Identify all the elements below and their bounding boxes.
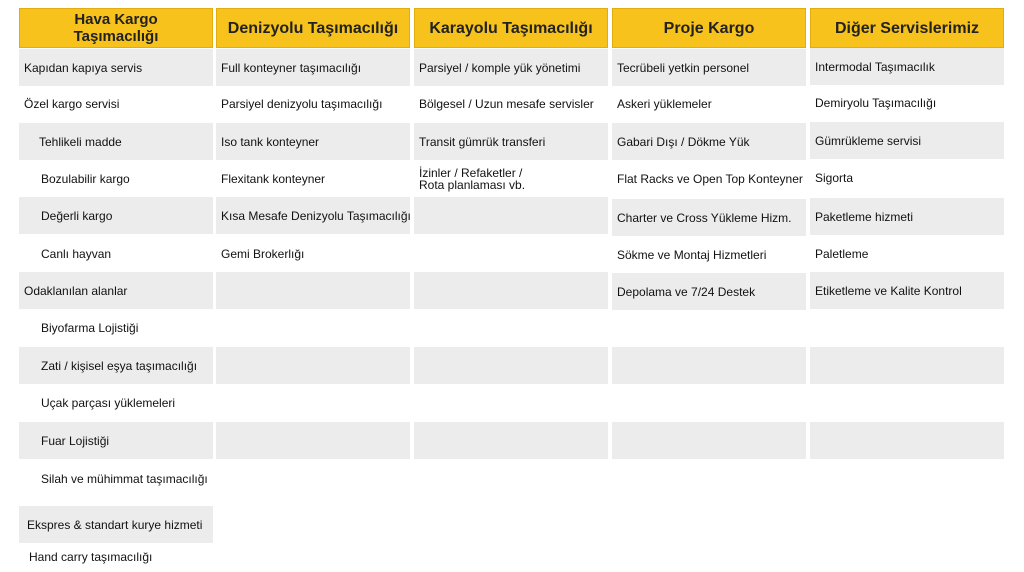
list-item: Biyofarma Lojistiği <box>41 320 139 335</box>
list-item: Parsiyel / komple yük yönetimi <box>414 49 608 86</box>
list-item: Değerli kargo <box>19 197 213 234</box>
header-road-freight: Karayolu Taşımacılığı <box>414 8 608 48</box>
list-item: Uçak parçası yüklemeleri <box>41 395 176 410</box>
list-item <box>612 460 806 497</box>
list-item <box>810 347 1004 384</box>
list-item <box>414 309 608 346</box>
list-item: Gümrükleme servisi <box>810 122 1004 159</box>
list-item: Sökme ve Montaj Hizmetleri <box>617 247 767 262</box>
list-item: Kapıdan kapıya servis <box>19 49 213 86</box>
list-item <box>612 422 806 459</box>
list-item <box>414 347 608 384</box>
list-item <box>810 460 1004 497</box>
header-other-services: Diğer Servislerimiz <box>810 8 1004 48</box>
list-item <box>612 309 806 346</box>
sea-freight-list <box>216 0 410 572</box>
list-item <box>414 272 608 309</box>
list-item: Silah ve mühimmat taşımacılığı <box>41 471 208 486</box>
list-item: Fuar Lojistiği <box>19 422 213 459</box>
list-item: Hand carry taşımacılığı <box>29 549 153 564</box>
list-item <box>414 197 608 234</box>
list-item <box>810 422 1004 459</box>
list-item: Canlı hayvan <box>41 246 112 261</box>
list-item <box>612 347 806 384</box>
list-item: Kısa Mesafe Denizyolu Taşımacılığı <box>216 197 410 234</box>
list-item: Iso tank konteyner <box>216 123 410 160</box>
header-project-cargo: Proje Kargo <box>612 8 806 48</box>
list-item: Askeri yüklemeler <box>617 96 712 111</box>
air-cargo-list <box>19 0 213 572</box>
list-item: Zati / kişisel eşya taşımacılığı <box>19 347 213 384</box>
list-item: Paletleme <box>815 246 869 261</box>
project-cargo-list <box>612 0 806 572</box>
road-freight-list <box>414 0 608 572</box>
list-item: Odaklanılan alanlar <box>19 272 213 309</box>
list-item <box>216 309 410 346</box>
list-item <box>810 309 1004 346</box>
list-item: Parsiyel denizyolu taşımacılığı <box>221 96 383 111</box>
list-item <box>414 460 608 497</box>
list-item: Paketleme hizmeti <box>810 198 1004 235</box>
list-item: Ekspres & standart kurye hizmeti <box>19 506 213 543</box>
list-item: Etiketleme ve Kalite Kontrol <box>810 272 1004 309</box>
list-item: Tehlikeli madde <box>19 123 213 160</box>
list-item <box>414 235 608 272</box>
list-item <box>414 422 608 459</box>
list-item: Gemi Brokerlığı <box>221 246 305 261</box>
list-item: Intermodal Taşımacılık <box>810 48 1004 85</box>
list-item <box>216 272 410 309</box>
list-item: Full konteyner taşımacılığı <box>216 49 410 86</box>
list-item: Özel kargo servisi <box>24 96 120 111</box>
list-item: Gabari Dışı / Dökme Yük <box>612 123 806 160</box>
list-item: Flexitank konteyner <box>221 171 326 186</box>
list-item <box>810 384 1004 421</box>
list-item: Demiryolu Taşımacılığı <box>815 95 937 110</box>
list-item <box>216 384 410 421</box>
list-item: Charter ve Cross Yükleme Hizm. <box>612 199 806 236</box>
list-item <box>216 422 410 459</box>
list-item: Sigorta <box>815 170 854 185</box>
list-item <box>216 347 410 384</box>
list-item <box>216 460 410 497</box>
other-services-list <box>810 0 1004 572</box>
list-item: Tecrübeli yetkin personel <box>612 49 806 86</box>
list-item <box>414 384 608 421</box>
list-item: Transit gümrük transferi <box>414 123 608 160</box>
header-sea-freight: Denizyolu Taşımacılığı <box>216 8 410 48</box>
list-item: Bölgesel / Uzun mesafe servisler <box>419 96 594 111</box>
list-item: Bozulabilir kargo <box>41 171 130 186</box>
list-item: Flat Racks ve Open Top Konteyner <box>617 171 803 186</box>
header-air-cargo: Hava Kargo Taşımacılığı <box>19 8 213 48</box>
list-item: İzinler / Refaketler / Rota planlaması vb. <box>419 166 526 192</box>
list-item: Depolama ve 7/24 Destek <box>612 273 806 310</box>
list-item <box>612 384 806 421</box>
